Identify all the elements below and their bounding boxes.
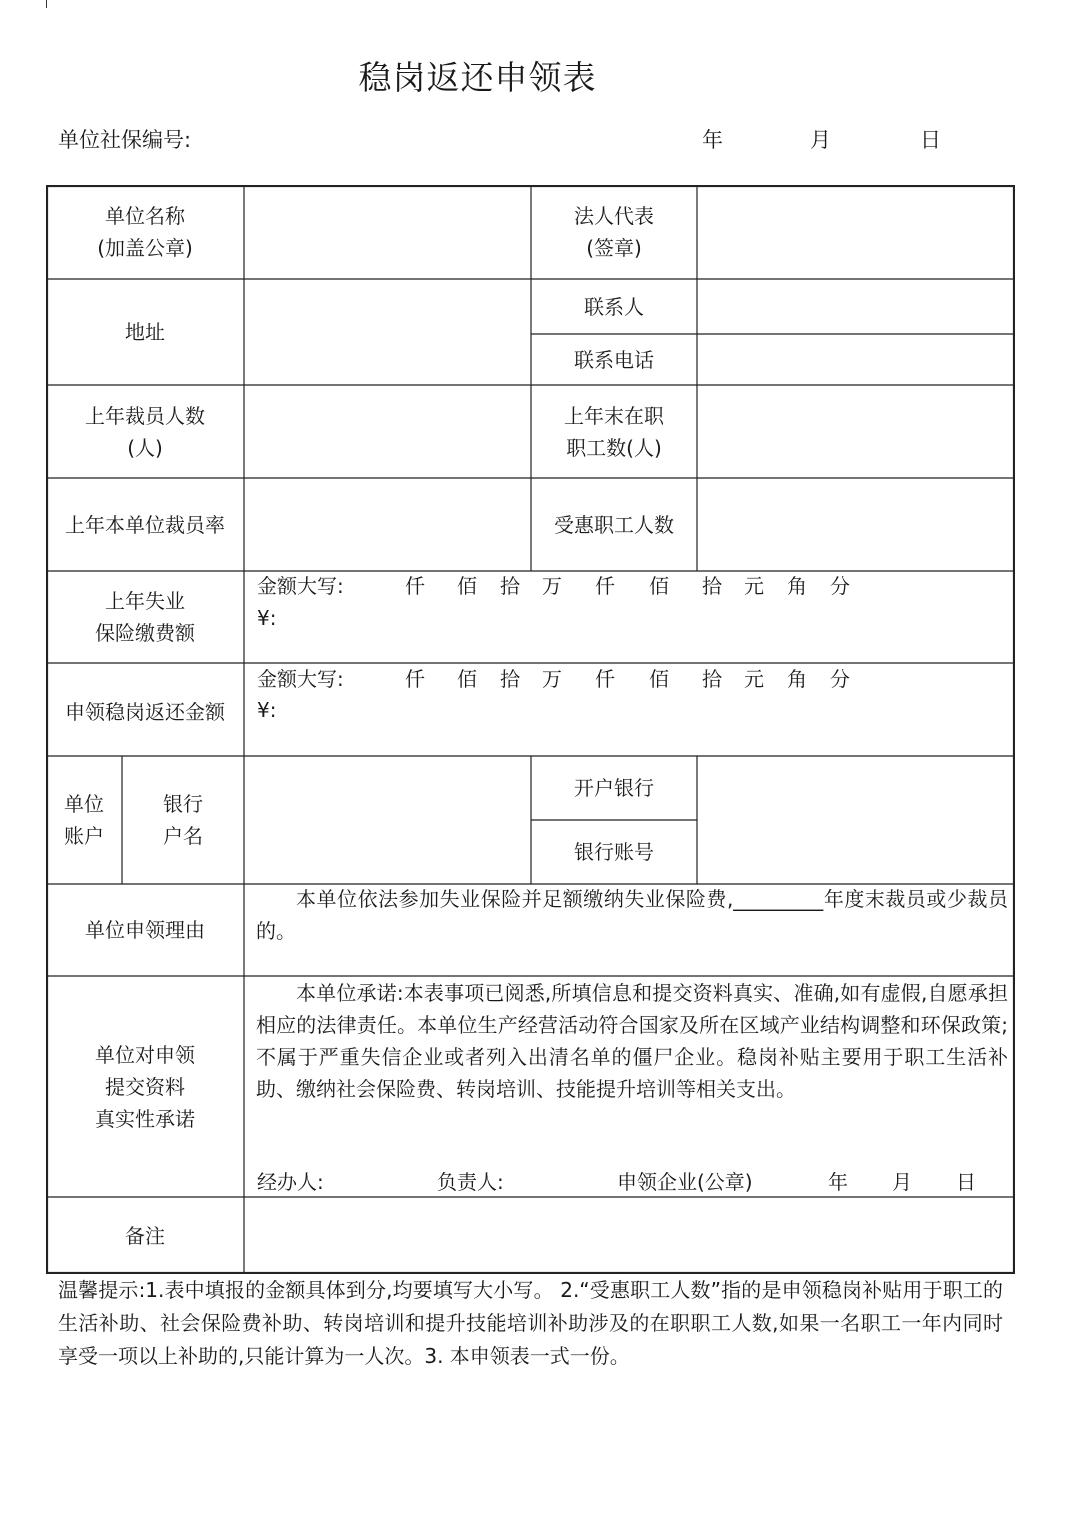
- refund-amount-capital: 金额大写: 仟 佰 拾 万 仟 佰 拾 元 角 分: [257, 667, 850, 691]
- remarks-label: 备注: [125, 1223, 165, 1248]
- leader-signature-label: 负责人:: [437, 1170, 504, 1194]
- application-reason-text: 本单位依法参加失业保险并足额缴纳失业保险费,_________年度末裁员或少裁员的。: [256, 887, 1008, 943]
- edge-mark: [46, 0, 47, 8]
- commitment-text: 本单位承诺:本表事项已阅悉,所填信息和提交资料真实、准确,如有虚假,自愿承担相应的法律责任。本单位生产经营活动符合国家及所在区域产业结构调整和环保政策;不属于严重失信企业或者列入出清名单的僵尸企业。稳岗补贴主要用于职工生活补助、缴纳社会保险费、转岗培训、技能提升培训等相关支出。: [256, 981, 1008, 1101]
- contact-phone-label: 联系电话: [574, 347, 654, 372]
- staff-count-label: 上年末在职 职工数(人): [564, 403, 664, 460]
- contact-person-label: 联系人: [584, 294, 644, 319]
- header-year: 年: [702, 128, 723, 152]
- unit-name-label: 单位名称 (加盖公章): [97, 204, 193, 260]
- handler-signature-label: 经办人:: [257, 1170, 324, 1194]
- unit-account-label: 单位 账户: [64, 792, 104, 848]
- bank-account-name-label: 银行 户名: [163, 792, 203, 848]
- company-seal-label: 申领企业(公章): [617, 1170, 753, 1194]
- address-label: 地址: [125, 320, 165, 344]
- refund-amount-yuan: ¥:: [257, 698, 277, 722]
- application-reason-label: 单位申领理由: [85, 918, 205, 942]
- premium-amount-capital: 金额大写: 仟 佰 拾 万 仟 佰 拾 元 角 分: [257, 574, 850, 598]
- premium-amount-label: 上年失业 保险缴费额: [95, 589, 195, 645]
- commitment-day: 日: [956, 1170, 976, 1194]
- legal-representative-label: 法人代表 (签章): [574, 204, 654, 260]
- beneficiary-count-label: 受惠职工人数: [554, 512, 674, 537]
- form-title: 稳岗返还申领表: [358, 58, 597, 97]
- layoff-rate-label: 上年本单位裁员率: [65, 512, 225, 537]
- bank-account-number-label: 银行账号: [574, 840, 654, 864]
- commitment-year: 年: [828, 1170, 848, 1194]
- header-month: 月: [810, 128, 831, 152]
- commitment-label: 单位对申领 提交资料 真实性承诺: [95, 1042, 195, 1131]
- opening-bank-label: 开户银行: [574, 776, 654, 800]
- premium-amount-yuan: ¥:: [257, 606, 277, 630]
- commitment-month: 月: [892, 1170, 912, 1194]
- application-form-table: [46, 185, 1015, 1274]
- refund-amount-label: 申领稳岗返还金额: [65, 699, 225, 724]
- unit-social-security-no-label: 单位社保编号:: [58, 128, 192, 152]
- footnote-tips: 温馨提示:1.表中填报的金额具体到分,均要填写大小写。 2.“受惠职工人数”指的是申领稳岗补贴用于职工的生活补助、社会保险费补助、转岗培训和提升技能培训补助涉及的在职职工人数,如果一名职工一年内同时享受一项以上补助的,只能计算为一人次。3. 本申领表一式一份。: [58, 1278, 1003, 1368]
- header-day: 日: [920, 128, 941, 152]
- layoff-count-label: 上年裁员人数 (人): [85, 403, 205, 460]
